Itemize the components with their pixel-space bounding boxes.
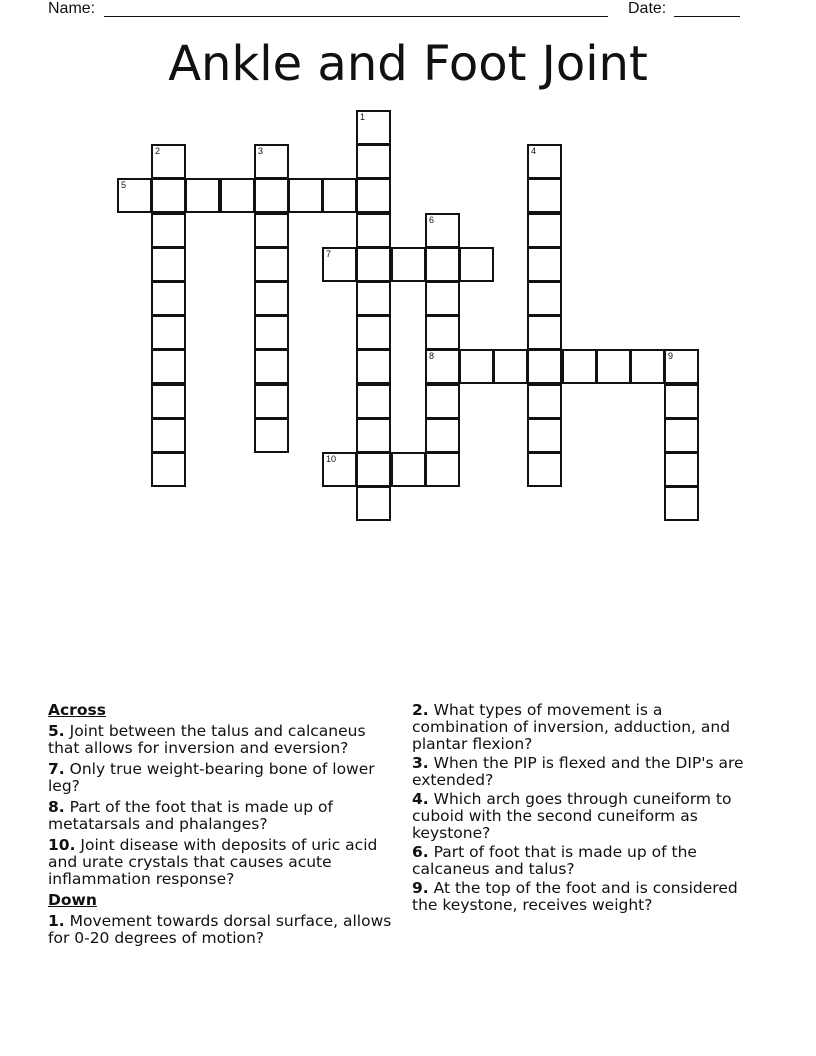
crossword-cell[interactable]	[356, 247, 391, 282]
crossword-cell[interactable]	[527, 178, 562, 213]
crossword-cell[interactable]	[664, 349, 699, 384]
crossword-cell[interactable]	[151, 178, 186, 213]
crossword-cell[interactable]	[356, 486, 391, 521]
clue-text: Joint between the talus and calcaneus that allows for inversion and eversion?	[48, 722, 366, 757]
crossword-cell[interactable]	[254, 418, 289, 453]
date-label: Date:	[628, 0, 667, 17]
clue-number: 4.	[412, 790, 429, 808]
crossword-cell[interactable]	[356, 315, 391, 350]
crossword-cell[interactable]	[527, 213, 562, 248]
cell-clue-number: 2	[155, 146, 161, 156]
clue-number: 6.	[412, 843, 429, 861]
name-label: Name:	[48, 0, 96, 17]
crossword-cell[interactable]	[527, 281, 562, 316]
crossword-cell[interactable]	[322, 178, 357, 213]
clue-text: Which arch goes through cuneiform to cuboid with the second cuneiform as keystone?	[412, 790, 732, 842]
crossword-cell[interactable]	[151, 452, 186, 487]
cell-clue-number: 8	[429, 351, 435, 361]
clue-number: 2.	[412, 701, 429, 719]
crossword-cell[interactable]	[254, 213, 289, 248]
crossword-cell[interactable]	[254, 384, 289, 419]
crossword-cell[interactable]	[322, 247, 357, 282]
crossword-cell[interactable]	[425, 315, 460, 350]
cell-clue-number: 5	[121, 180, 127, 190]
across-heading: Across	[48, 701, 106, 719]
clue-down-4	[412, 791, 752, 842]
clue-number: 1.	[48, 912, 65, 930]
crossword-cell[interactable]	[356, 281, 391, 316]
crossword-cell[interactable]	[425, 452, 460, 487]
crossword-cell[interactable]	[459, 349, 494, 384]
clue-text: When the PIP is flexed and the DIP's are extended?	[412, 754, 744, 789]
cell-clue-number: 10	[326, 454, 337, 464]
clue-across-8	[48, 799, 398, 833]
crossword-cell[interactable]	[254, 315, 289, 350]
clue-down-9	[412, 880, 752, 914]
crossword-cell[interactable]	[596, 349, 631, 384]
clue-text: At the top of the foot and is considered the keystone, receives weight?	[412, 879, 738, 914]
crossword-cell[interactable]	[356, 384, 391, 419]
crossword-cell[interactable]	[288, 178, 323, 213]
crossword-cell[interactable]	[425, 213, 460, 248]
crossword-cell[interactable]	[664, 486, 699, 521]
crossword-cell[interactable]	[391, 247, 426, 282]
clue-down-3	[412, 755, 752, 789]
clue-text: Only true weight-bearing bone of lower leg?	[48, 760, 375, 795]
crossword-cell[interactable]	[254, 247, 289, 282]
clue-text: Movement towards dorsal surface, allows for 0-20 degrees of motion?	[48, 912, 392, 947]
page-title: Ankle and Foot Joint	[168, 36, 648, 92]
crossword-cell[interactable]	[630, 349, 665, 384]
clue-down-6	[412, 844, 752, 878]
clue-number: 9.	[412, 879, 429, 897]
crossword-cell[interactable]	[151, 315, 186, 350]
cell-clue-number: 3	[258, 146, 264, 156]
crossword-cell[interactable]	[356, 213, 391, 248]
clues-column-left	[48, 702, 398, 951]
crossword-cell[interactable]	[493, 349, 528, 384]
crossword-cell[interactable]	[527, 349, 562, 384]
crossword-cell[interactable]	[425, 281, 460, 316]
crossword-cell[interactable]	[425, 247, 460, 282]
clue-down-2	[412, 702, 752, 753]
crossword-cell[interactable]	[425, 384, 460, 419]
clue-text: Part of foot that is made up of the calcaneus and talus?	[412, 843, 697, 878]
clue-number: 10.	[48, 836, 76, 854]
clue-across-5	[48, 723, 398, 757]
crossword-cell[interactable]	[425, 349, 460, 384]
crossword-cell[interactable]	[117, 178, 152, 213]
cell-clue-number: 9	[668, 351, 674, 361]
crossword-cell[interactable]	[151, 349, 186, 384]
crossword-cell[interactable]	[254, 349, 289, 384]
crossword-cell[interactable]	[527, 418, 562, 453]
crossword-cell[interactable]	[356, 110, 391, 145]
crossword-cell[interactable]	[356, 452, 391, 487]
cell-clue-number: 6	[429, 215, 435, 225]
crossword-cell[interactable]	[527, 144, 562, 179]
crossword-cell[interactable]	[664, 452, 699, 487]
down-heading: Down	[48, 891, 97, 909]
crossword-cell[interactable]	[356, 418, 391, 453]
crossword-cell[interactable]	[151, 247, 186, 282]
clues-column-right	[412, 702, 752, 916]
cell-clue-number: 7	[326, 249, 332, 259]
clue-text: What types of movement is a combination of inversion, adduction, and plantar flexion?	[412, 701, 731, 753]
cell-clue-number: 4	[531, 146, 537, 156]
crossword-cell[interactable]	[527, 247, 562, 282]
crossword-cell[interactable]	[151, 144, 186, 179]
crossword-cell[interactable]	[151, 418, 186, 453]
crossword-cell[interactable]	[425, 418, 460, 453]
crossword-cell[interactable]	[527, 452, 562, 487]
clue-number: 7.	[48, 760, 65, 778]
crossword-cell[interactable]	[664, 418, 699, 453]
crossword-cell[interactable]	[356, 178, 391, 213]
clue-text: Joint disease with deposits of uric acid and urate crystals that causes acute inflammation response?	[48, 836, 378, 888]
crossword-cell[interactable]	[220, 178, 255, 213]
crossword-cell[interactable]	[527, 384, 562, 419]
crossword-cell[interactable]	[322, 452, 357, 487]
clue-across-10	[48, 837, 398, 888]
crossword-cell[interactable]	[151, 281, 186, 316]
clue-across-7	[48, 761, 398, 795]
crossword-cell[interactable]	[562, 349, 597, 384]
crossword-cell[interactable]	[459, 247, 494, 282]
crossword-cell[interactable]	[664, 384, 699, 419]
crossword-cell[interactable]	[254, 281, 289, 316]
clue-number: 3.	[412, 754, 429, 772]
crossword-cell[interactable]	[254, 178, 289, 213]
crossword-cell[interactable]	[254, 144, 289, 179]
crossword-cell[interactable]	[356, 144, 391, 179]
clue-number: 8.	[48, 798, 65, 816]
cell-clue-number: 1	[360, 112, 366, 122]
crossword-cell[interactable]	[391, 452, 426, 487]
clue-down-1	[48, 913, 398, 947]
crossword-cell[interactable]	[356, 349, 391, 384]
clue-text: Part of the foot that is made up of metatarsals and phalanges?	[48, 798, 333, 833]
crossword-cell[interactable]	[151, 213, 186, 248]
crossword-cell[interactable]	[151, 384, 186, 419]
clue-number: 5.	[48, 722, 65, 740]
crossword-cell[interactable]	[185, 178, 220, 213]
crossword-cell[interactable]	[527, 315, 562, 350]
